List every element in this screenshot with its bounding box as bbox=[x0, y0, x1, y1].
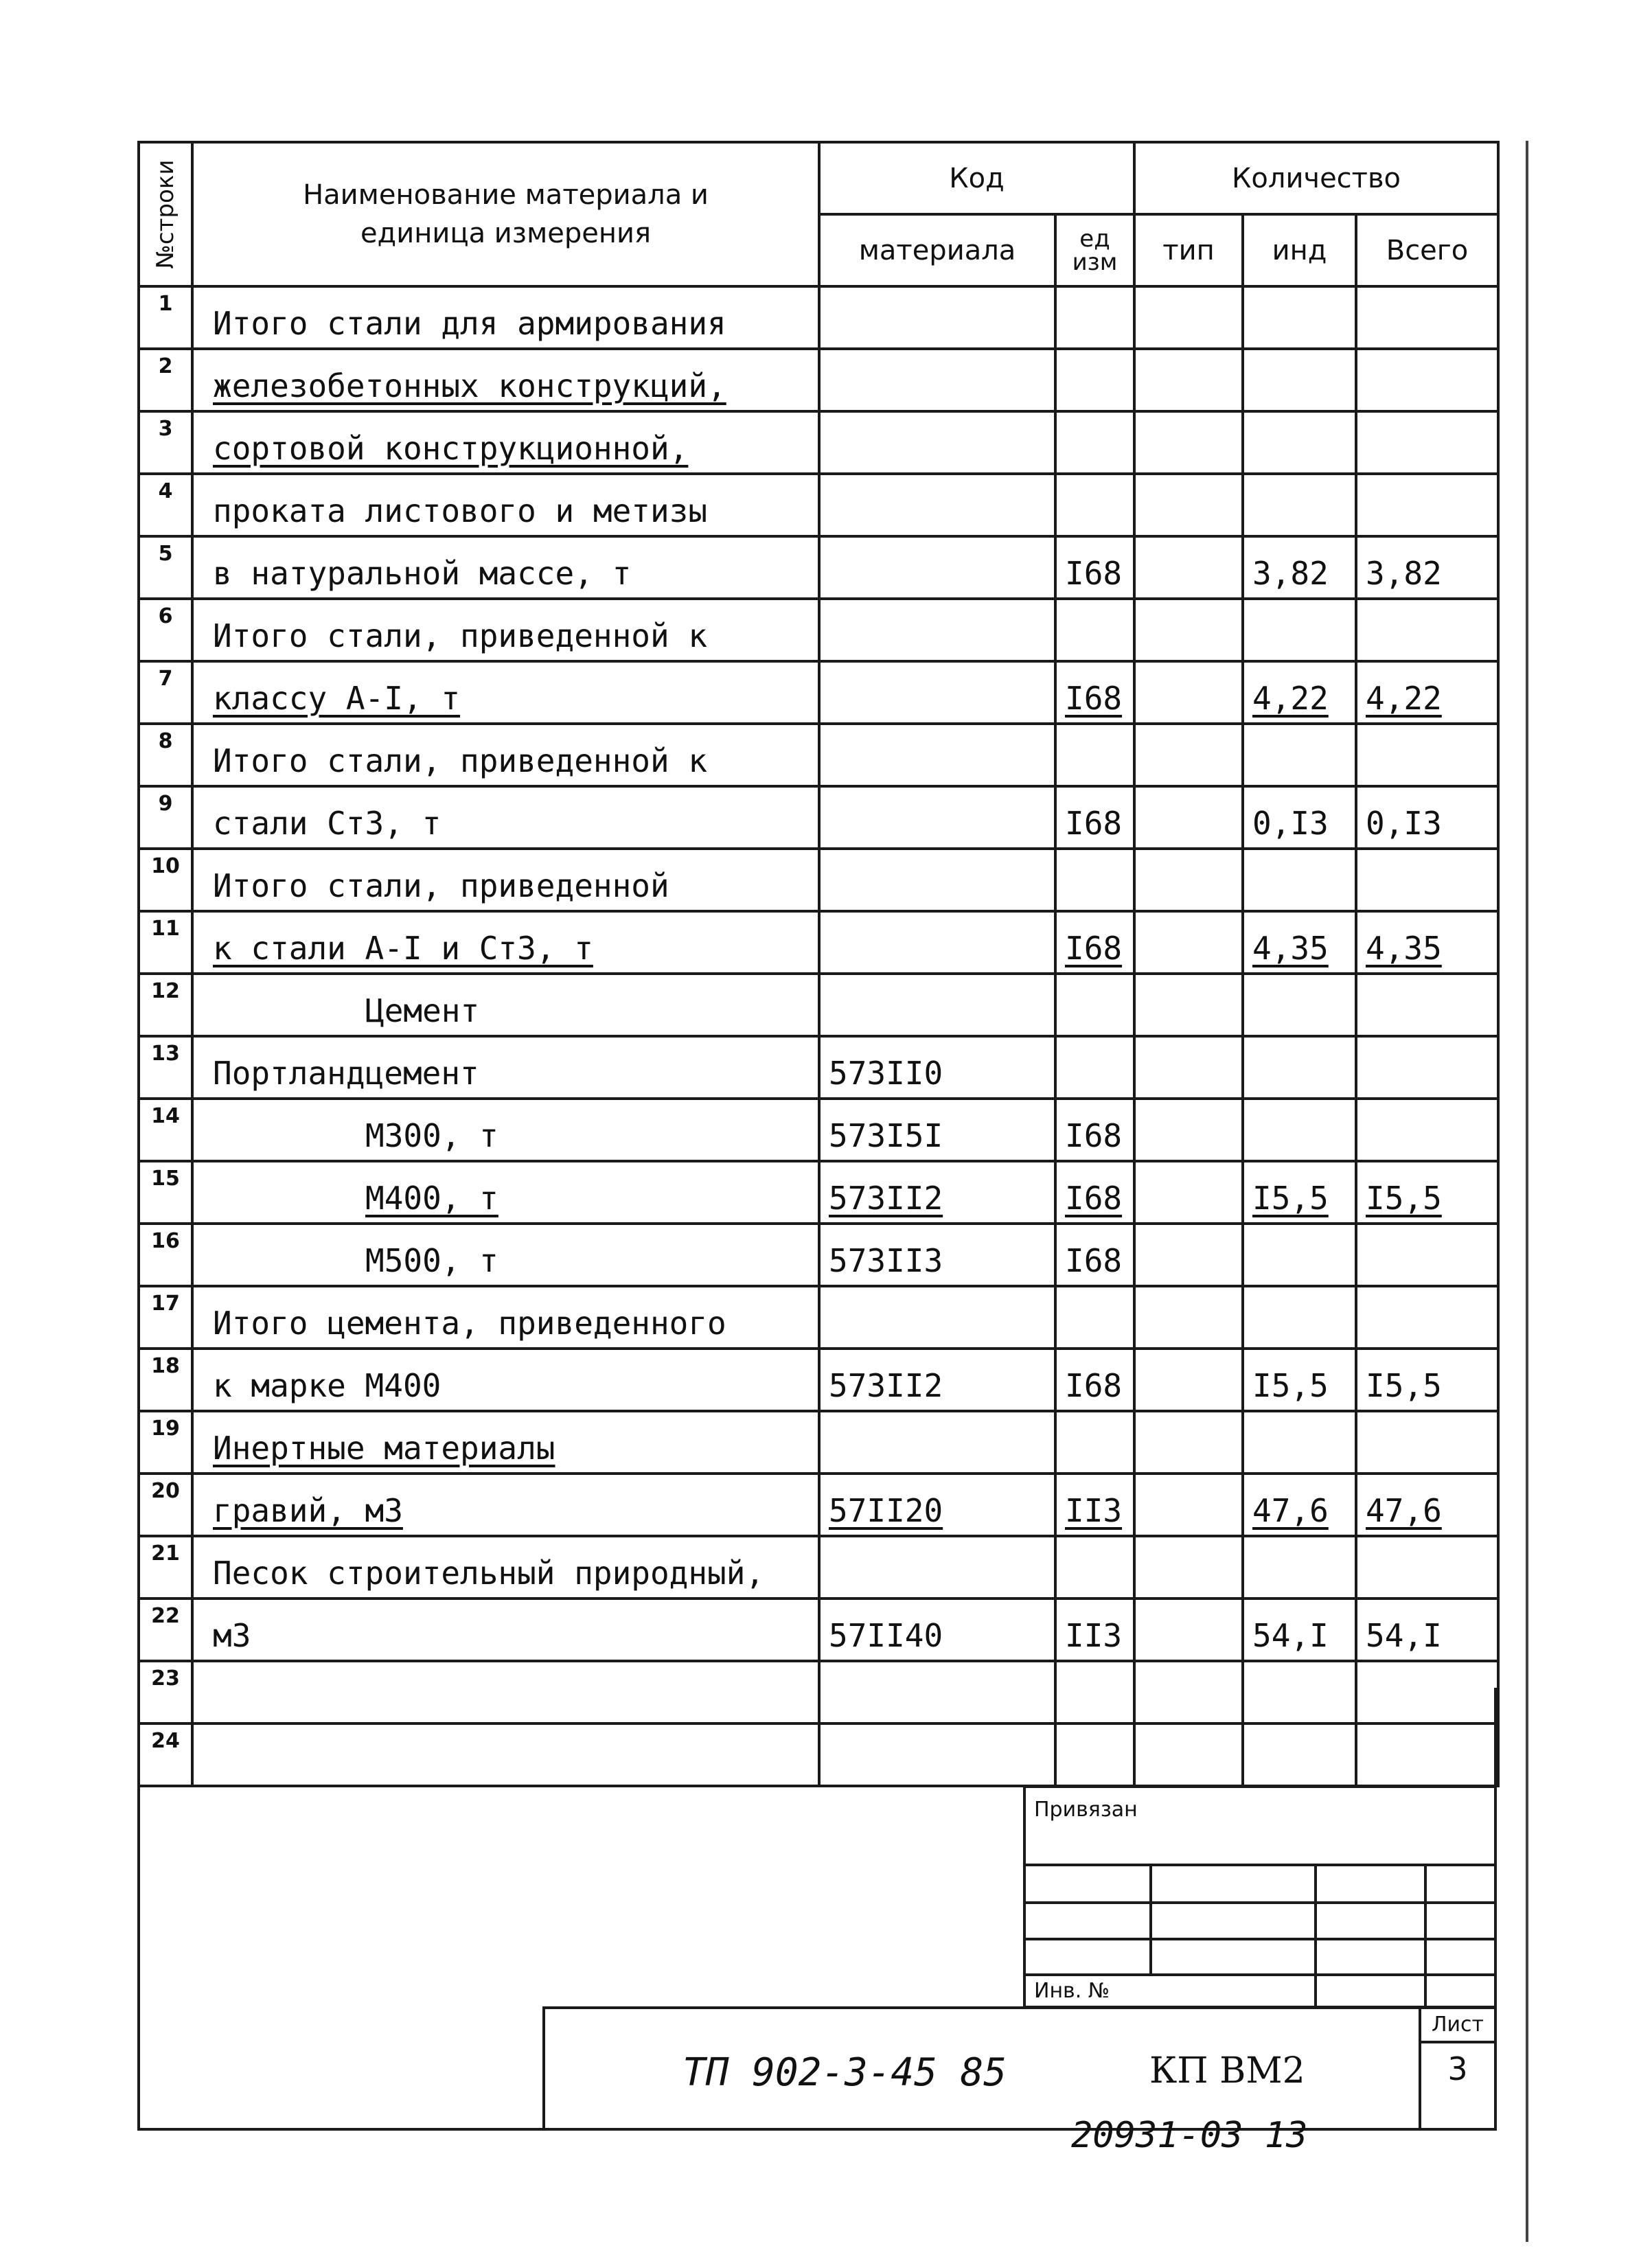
qty-total: 54,I bbox=[1366, 1617, 1442, 1654]
qty-ind-cell bbox=[1243, 1599, 1356, 1661]
table-row bbox=[139, 411, 1498, 474]
qty-type-cell bbox=[1134, 286, 1243, 349]
material-name: Итого стали, приведенной к bbox=[213, 617, 708, 654]
qty-ind: 3,82 bbox=[1252, 555, 1329, 592]
qty-total-cell bbox=[1356, 1099, 1498, 1161]
row-number: 15 bbox=[151, 1167, 180, 1191]
material-name: М500, т bbox=[365, 1242, 498, 1279]
qty-ind: 47,6 bbox=[1252, 1492, 1329, 1529]
row-number-cell bbox=[139, 536, 192, 599]
material-code: 57II20 bbox=[829, 1492, 943, 1529]
material-code-cell bbox=[819, 974, 1055, 1036]
unit-code-cell bbox=[1055, 474, 1134, 536]
table-row bbox=[139, 849, 1498, 911]
unit-code: I68 bbox=[1065, 1180, 1123, 1217]
sheet-label: Лист bbox=[1421, 2009, 1494, 2043]
unit-code-cell bbox=[1055, 661, 1134, 724]
material-name-cell bbox=[192, 536, 819, 599]
material-name-cell bbox=[192, 974, 819, 1036]
qty-ind-cell bbox=[1243, 1411, 1356, 1474]
material-code-cell bbox=[819, 661, 1055, 724]
material-name: Инертные материалы bbox=[213, 1430, 555, 1467]
qty-ind-cell bbox=[1243, 349, 1356, 411]
material-code-cell bbox=[819, 1474, 1055, 1536]
material-name: Песок строительный природный, bbox=[213, 1555, 765, 1592]
qty-ind-cell bbox=[1243, 1036, 1356, 1099]
materials-table bbox=[137, 141, 1500, 1787]
row-number: 7 bbox=[158, 667, 173, 691]
row-number: 11 bbox=[151, 917, 180, 941]
qty-type-cell bbox=[1134, 1036, 1243, 1099]
margin-line bbox=[1526, 141, 1528, 2242]
row-number: 19 bbox=[151, 1417, 180, 1441]
unit-code: I68 bbox=[1065, 805, 1123, 842]
material-code-cell bbox=[819, 1411, 1055, 1474]
qty-type-cell bbox=[1134, 1161, 1243, 1224]
unit-code-cell bbox=[1055, 724, 1134, 786]
material-code-cell bbox=[819, 1161, 1055, 1224]
qty-type-cell bbox=[1134, 974, 1243, 1036]
qty-total: 3,82 bbox=[1366, 555, 1442, 592]
unit-code-cell bbox=[1055, 786, 1134, 849]
material-name-cell bbox=[192, 1099, 819, 1161]
table-row bbox=[139, 1161, 1498, 1224]
unit-code: I68 bbox=[1065, 555, 1123, 592]
qty-ind: 4,22 bbox=[1252, 680, 1329, 717]
table-row bbox=[139, 1474, 1498, 1536]
material-name: Итого стали, приведенной bbox=[213, 867, 669, 904]
row-number-cell bbox=[139, 349, 192, 411]
qty-ind-cell bbox=[1243, 1224, 1356, 1286]
unit-code-cell bbox=[1055, 349, 1134, 411]
qty-total-cell bbox=[1356, 724, 1498, 786]
material-name-cell bbox=[192, 911, 819, 974]
qty-total-cell bbox=[1356, 1474, 1498, 1536]
material-name: железобетонных конструкций, bbox=[213, 367, 726, 404]
inventory-number-label: Инв. № bbox=[1034, 1979, 1110, 2003]
material-code: 573II2 bbox=[829, 1367, 943, 1404]
qty-ind-cell bbox=[1243, 1161, 1356, 1224]
material-name: Портландцемент bbox=[213, 1055, 479, 1092]
qty-type-cell bbox=[1134, 724, 1243, 786]
material-name-cell bbox=[192, 1536, 819, 1599]
qty-ind-cell bbox=[1243, 974, 1356, 1036]
qty-total-cell bbox=[1356, 474, 1498, 536]
material-name: к стали А-I и Ст3, т bbox=[213, 930, 593, 967]
unit-code-cell bbox=[1055, 1474, 1134, 1536]
material-name-cell bbox=[192, 286, 819, 349]
table-row bbox=[139, 1349, 1498, 1411]
material-name-cell bbox=[192, 786, 819, 849]
row-number-cell bbox=[139, 411, 192, 474]
material-code-cell bbox=[819, 1349, 1055, 1411]
material-name-cell bbox=[192, 1349, 819, 1411]
unit-code-cell bbox=[1055, 911, 1134, 974]
unit-code-cell bbox=[1055, 1599, 1134, 1661]
qty-ind-cell bbox=[1243, 599, 1356, 661]
qty-type-cell bbox=[1134, 1349, 1243, 1411]
qty-total-cell bbox=[1356, 1536, 1498, 1599]
material-name-cell bbox=[192, 349, 819, 411]
qty-ind-cell bbox=[1243, 411, 1356, 474]
header-quantity: Количество bbox=[1134, 142, 1498, 214]
row-number: 22 bbox=[151, 1604, 180, 1628]
material-code: 573II3 bbox=[829, 1242, 943, 1279]
material-name-cell bbox=[192, 1411, 819, 1474]
qty-total: 4,35 bbox=[1366, 930, 1442, 967]
row-number-cell bbox=[139, 724, 192, 786]
material-code-cell bbox=[819, 849, 1055, 911]
material-code-cell bbox=[819, 599, 1055, 661]
material-name: проката листового и метизы bbox=[213, 492, 708, 529]
material-code-cell bbox=[819, 286, 1055, 349]
material-code-cell bbox=[819, 411, 1055, 474]
qty-type-cell bbox=[1134, 411, 1243, 474]
qty-ind: 0,I3 bbox=[1252, 805, 1329, 842]
unit-code: II3 bbox=[1065, 1617, 1123, 1654]
qty-total-cell bbox=[1356, 1599, 1498, 1661]
qty-ind-cell bbox=[1243, 724, 1356, 786]
material-code-cell bbox=[819, 911, 1055, 974]
material-code-cell bbox=[819, 1599, 1055, 1661]
title-block bbox=[542, 2006, 1497, 2131]
header-code-unit: ед изм bbox=[1055, 214, 1134, 286]
header-code: Код bbox=[819, 142, 1134, 214]
row-number: 13 bbox=[151, 1042, 180, 1066]
table-row bbox=[139, 974, 1498, 1036]
row-number: 12 bbox=[151, 979, 180, 1003]
table-row bbox=[139, 1036, 1498, 1099]
row-number-cell bbox=[139, 1161, 192, 1224]
material-code: 573II0 bbox=[829, 1055, 943, 1092]
material-code: 57II40 bbox=[829, 1617, 943, 1654]
row-number-cell bbox=[139, 911, 192, 974]
qty-ind-cell bbox=[1243, 1474, 1356, 1536]
qty-ind: 4,35 bbox=[1252, 930, 1329, 967]
qty-ind-cell bbox=[1243, 911, 1356, 974]
material-code-cell bbox=[819, 536, 1055, 599]
row-number-cell bbox=[139, 286, 192, 349]
material-name-cell bbox=[192, 599, 819, 661]
qty-ind: I5,5 bbox=[1252, 1367, 1329, 1404]
material-name: к марке М400 bbox=[213, 1367, 441, 1404]
row-number-cell bbox=[139, 1099, 192, 1161]
material-code-cell bbox=[819, 1536, 1055, 1599]
unit-code-cell bbox=[1055, 536, 1134, 599]
qty-total: 4,22 bbox=[1366, 680, 1442, 717]
unit-code-cell bbox=[1055, 1411, 1134, 1474]
table-row bbox=[139, 911, 1498, 974]
row-number-cell bbox=[139, 1349, 192, 1411]
row-number: 16 bbox=[151, 1229, 180, 1253]
row-number: 20 bbox=[151, 1479, 180, 1503]
qty-total-cell bbox=[1356, 1349, 1498, 1411]
qty-type-cell bbox=[1134, 1411, 1243, 1474]
material-name: Итого стали для армирования bbox=[213, 305, 726, 342]
qty-total-cell bbox=[1356, 661, 1498, 724]
unit-code-cell bbox=[1055, 1161, 1134, 1224]
table-row bbox=[139, 536, 1498, 599]
qty-ind: 54,I bbox=[1252, 1617, 1329, 1654]
qty-ind-cell bbox=[1243, 474, 1356, 536]
row-number: 2 bbox=[158, 354, 173, 378]
qty-total: I5,5 bbox=[1366, 1367, 1442, 1404]
table-row bbox=[139, 286, 1498, 349]
qty-total-cell bbox=[1356, 286, 1498, 349]
row-number-cell bbox=[139, 1411, 192, 1474]
material-name-cell bbox=[192, 474, 819, 536]
material-name: Итого цемента, приведенного bbox=[213, 1305, 726, 1342]
unit-code-cell bbox=[1055, 411, 1134, 474]
document-mark: КП ВМ2 bbox=[1149, 2050, 1305, 2092]
row-number-cell bbox=[139, 599, 192, 661]
unit-code-cell bbox=[1055, 1349, 1134, 1411]
qty-type-cell bbox=[1134, 661, 1243, 724]
unit-code-cell bbox=[1055, 1224, 1134, 1286]
row-number-cell bbox=[139, 1224, 192, 1286]
material-name: сортовой конструкционной, bbox=[213, 430, 689, 467]
table-row bbox=[139, 1286, 1498, 1349]
unit-code-cell bbox=[1055, 599, 1134, 661]
header-qty-type: тип bbox=[1134, 214, 1243, 286]
material-name-cell bbox=[192, 849, 819, 911]
qty-type-cell bbox=[1134, 1474, 1243, 1536]
binding-stamp bbox=[1023, 1785, 1497, 2008]
sheet-number: 3 bbox=[1447, 2050, 1468, 2087]
qty-total-cell bbox=[1356, 974, 1498, 1036]
qty-type-cell bbox=[1134, 911, 1243, 974]
unit-code: II3 bbox=[1065, 1492, 1123, 1529]
unit-code: I68 bbox=[1065, 1367, 1123, 1404]
header-name: Наименование материала и единица измерения bbox=[192, 142, 819, 286]
material-code-cell bbox=[819, 1099, 1055, 1161]
row-number: 23 bbox=[151, 1666, 180, 1691]
qty-total: I5,5 bbox=[1366, 1180, 1442, 1217]
row-number-cell bbox=[139, 661, 192, 724]
unit-code-cell bbox=[1055, 1536, 1134, 1599]
sheet-box bbox=[1419, 2009, 1494, 2131]
qty-ind-cell bbox=[1243, 286, 1356, 349]
row-number-cell bbox=[139, 1036, 192, 1099]
material-name: классу А-I, т bbox=[213, 680, 461, 717]
unit-code: I68 bbox=[1065, 1242, 1123, 1279]
qty-total-cell bbox=[1356, 1286, 1498, 1349]
table-row bbox=[139, 661, 1498, 724]
unit-code-cell bbox=[1055, 1286, 1134, 1349]
unit-code: I68 bbox=[1065, 930, 1123, 967]
qty-ind-cell bbox=[1243, 1349, 1356, 1411]
qty-total-cell bbox=[1356, 786, 1498, 849]
qty-type-cell bbox=[1134, 1536, 1243, 1599]
material-name: Итого стали, приведенной к bbox=[213, 742, 708, 779]
qty-ind-cell bbox=[1243, 1099, 1356, 1161]
row-number: 10 bbox=[151, 854, 180, 878]
qty-ind-cell bbox=[1243, 1536, 1356, 1599]
material-code-cell bbox=[819, 349, 1055, 411]
qty-total-cell bbox=[1356, 599, 1498, 661]
qty-type-cell bbox=[1134, 849, 1243, 911]
qty-total-cell bbox=[1356, 1224, 1498, 1286]
material-name-cell bbox=[192, 1599, 819, 1661]
row-number-cell bbox=[139, 1286, 192, 1349]
material-code-cell bbox=[819, 1286, 1055, 1349]
table-row bbox=[139, 1536, 1498, 1599]
material-name: стали Ст3, т bbox=[213, 805, 441, 842]
table-row bbox=[139, 1411, 1498, 1474]
row-number: 3 bbox=[158, 417, 173, 441]
material-name-cell bbox=[192, 1224, 819, 1286]
table-row bbox=[139, 786, 1498, 849]
header-code-material: материала bbox=[819, 214, 1055, 286]
row-number-cell bbox=[139, 786, 192, 849]
qty-ind-cell bbox=[1243, 1286, 1356, 1349]
unit-code-cell bbox=[1055, 1036, 1134, 1099]
row-number-cell bbox=[139, 474, 192, 536]
material-name-cell bbox=[192, 1036, 819, 1099]
row-number: 24 bbox=[151, 1729, 180, 1753]
unit-code-cell bbox=[1055, 1099, 1134, 1161]
material-code-cell bbox=[819, 1036, 1055, 1099]
header-qty-ind: инд bbox=[1243, 214, 1356, 286]
qty-ind: I5,5 bbox=[1252, 1180, 1329, 1217]
qty-total-cell bbox=[1356, 349, 1498, 411]
unit-code: I68 bbox=[1065, 1117, 1123, 1154]
qty-type-cell bbox=[1134, 536, 1243, 599]
table-row bbox=[139, 474, 1498, 536]
material-code-cell bbox=[819, 474, 1055, 536]
material-name: М400, т bbox=[365, 1180, 498, 1217]
row-number: 21 bbox=[151, 1542, 180, 1566]
material-code: 573I5I bbox=[829, 1117, 943, 1154]
material-code-cell bbox=[819, 1224, 1055, 1286]
qty-type-cell bbox=[1134, 1286, 1243, 1349]
qty-total-cell bbox=[1356, 911, 1498, 974]
row-number: 6 bbox=[158, 604, 173, 628]
material-code-cell bbox=[819, 786, 1055, 849]
qty-total-cell bbox=[1356, 1036, 1498, 1099]
unit-code-cell bbox=[1055, 286, 1134, 349]
row-number-cell bbox=[139, 849, 192, 911]
qty-type-cell bbox=[1134, 349, 1243, 411]
qty-total-cell bbox=[1356, 1411, 1498, 1474]
material-name: гравий, м3 bbox=[213, 1492, 403, 1529]
table-row bbox=[139, 1099, 1498, 1161]
header-row-number: №строки bbox=[139, 142, 192, 286]
table-row bbox=[139, 599, 1498, 661]
unit-code-cell bbox=[1055, 974, 1134, 1036]
material-name-cell bbox=[192, 1161, 819, 1224]
row-number: 9 bbox=[158, 792, 173, 816]
header-qty-total: Всего bbox=[1356, 214, 1498, 286]
row-number-cell bbox=[139, 974, 192, 1036]
row-number: 5 bbox=[158, 542, 173, 566]
qty-ind-cell bbox=[1243, 661, 1356, 724]
material-name-cell bbox=[192, 1286, 819, 1349]
qty-type-cell bbox=[1134, 1224, 1243, 1286]
material-name: М300, т bbox=[365, 1117, 498, 1154]
row-number: 1 bbox=[158, 292, 173, 316]
table-row bbox=[139, 349, 1498, 411]
qty-total-cell bbox=[1356, 411, 1498, 474]
material-name-cell bbox=[192, 411, 819, 474]
material-name-cell bbox=[192, 1474, 819, 1536]
qty-total: 0,I3 bbox=[1366, 805, 1442, 842]
table-row bbox=[139, 724, 1498, 786]
qty-total-cell bbox=[1356, 1161, 1498, 1224]
qty-type-cell bbox=[1134, 599, 1243, 661]
table-row bbox=[139, 1224, 1498, 1286]
row-number: 8 bbox=[158, 729, 173, 753]
qty-total-cell bbox=[1356, 536, 1498, 599]
row-number-cell bbox=[139, 1536, 192, 1599]
material-code-cell bbox=[819, 724, 1055, 786]
row-number-cell bbox=[139, 1599, 192, 1661]
material-name: м3 bbox=[213, 1617, 251, 1654]
row-number: 4 bbox=[158, 479, 173, 503]
material-name: Цемент bbox=[365, 992, 480, 1029]
unit-code: I68 bbox=[1065, 680, 1123, 717]
qty-type-cell bbox=[1134, 1099, 1243, 1161]
qty-type-cell bbox=[1134, 786, 1243, 849]
qty-type-cell bbox=[1134, 1599, 1243, 1661]
row-number-cell bbox=[139, 1474, 192, 1536]
materials-table-body bbox=[139, 286, 1498, 1786]
qty-total: 47,6 bbox=[1366, 1492, 1442, 1529]
qty-total-cell bbox=[1356, 849, 1498, 911]
material-name-cell bbox=[192, 724, 819, 786]
material-name: в натуральной массе, т bbox=[213, 555, 632, 592]
material-name-cell bbox=[192, 661, 819, 724]
qty-type-cell bbox=[1134, 474, 1243, 536]
archive-number: 20931-03 13 bbox=[1071, 2115, 1308, 2156]
row-number: 18 bbox=[151, 1354, 180, 1378]
table-row bbox=[139, 1599, 1498, 1661]
qty-ind-cell bbox=[1243, 849, 1356, 911]
row-number: 17 bbox=[151, 1292, 180, 1316]
unit-code-cell bbox=[1055, 849, 1134, 911]
row-number: 14 bbox=[151, 1104, 180, 1128]
material-code: 573II2 bbox=[829, 1180, 943, 1217]
qty-ind-cell bbox=[1243, 786, 1356, 849]
qty-ind-cell bbox=[1243, 536, 1356, 599]
privyazan-label: Привязан bbox=[1034, 1798, 1138, 1822]
document-code: ТП 902-3-45 85 bbox=[682, 2050, 1007, 2095]
